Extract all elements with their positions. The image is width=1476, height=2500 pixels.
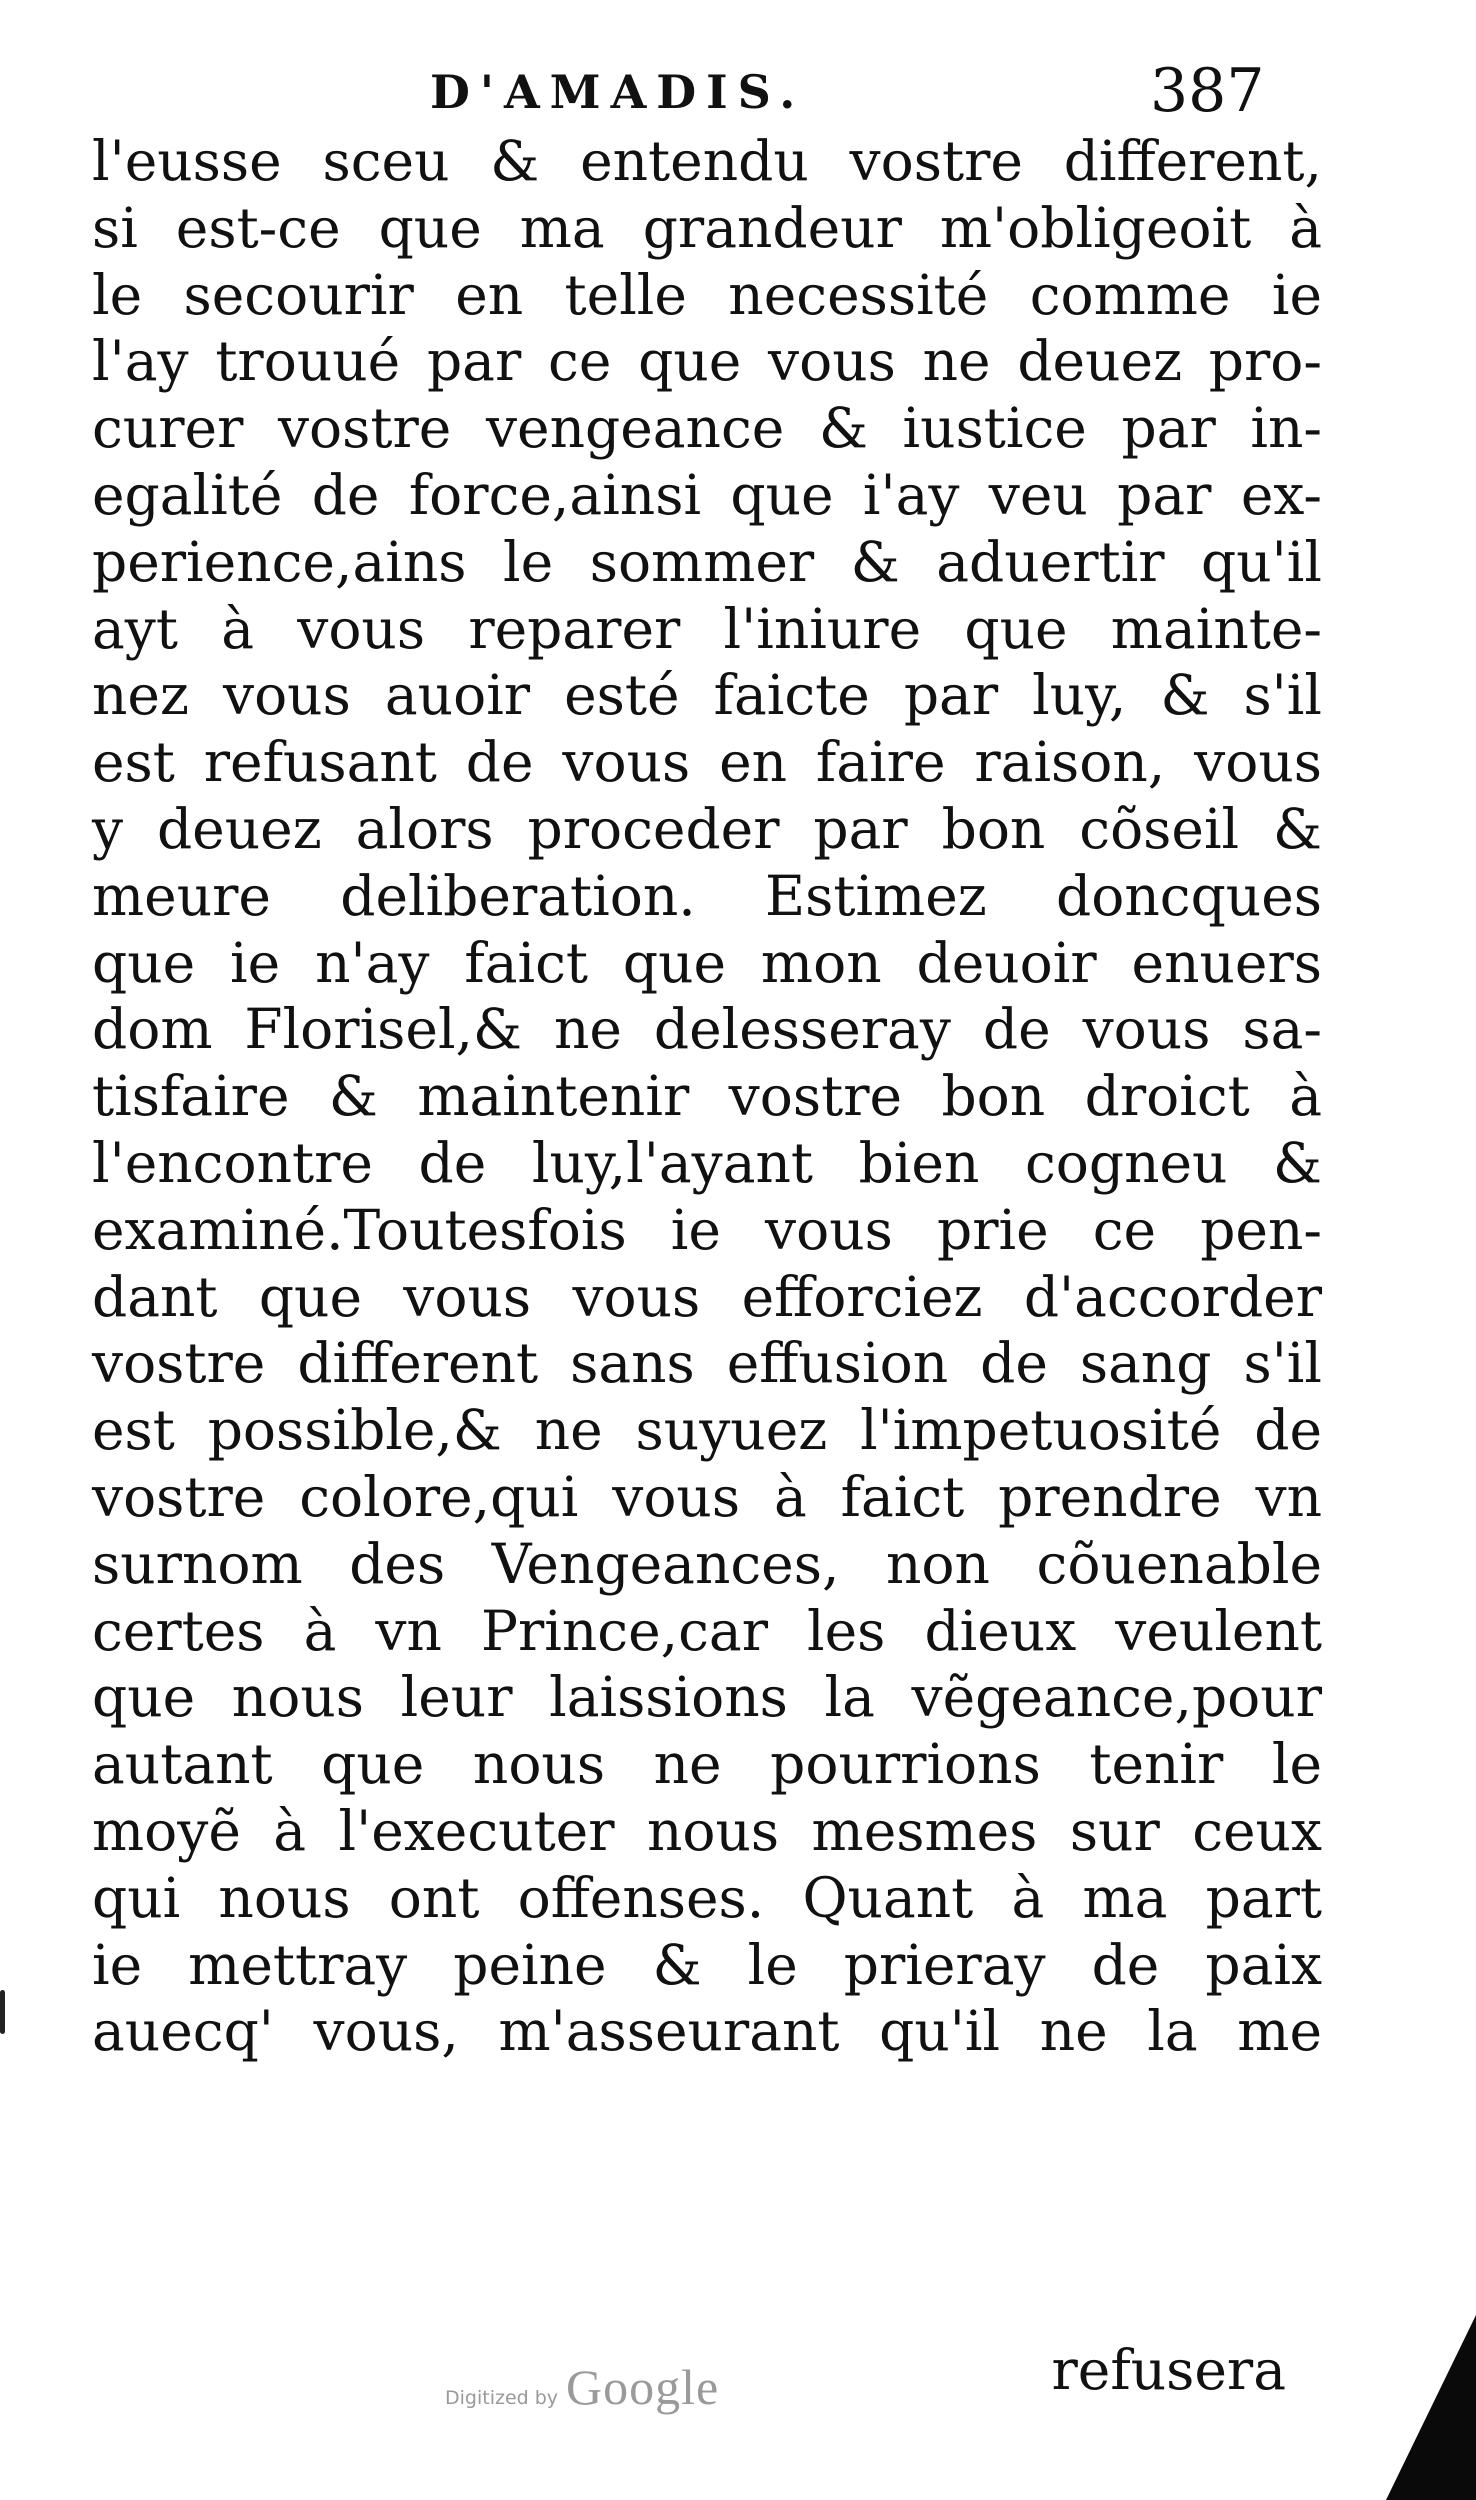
text-line: nez vous auoir esté faicte par luy, & s'il — [92, 663, 1322, 728]
text-line: l'ay trouué par ce que vous ne deuez pro- — [92, 329, 1322, 394]
text-line: si est-ce que ma grandeur m'obligeoit à — [92, 195, 1322, 260]
text-line: ie mettray peine & le prieray de paix — [92, 1932, 1322, 1997]
text-line: vostre different sans effusion de sang s'il — [92, 1331, 1322, 1396]
text-line: y deuez alors proceder par bon cõseil & — [92, 796, 1322, 861]
google-logo: Google — [566, 2359, 720, 2415]
digitized-by-label: Digitized by — [445, 2387, 559, 2409]
text-line: est possible,& ne suyuez l'impetuosité de — [92, 1398, 1322, 1463]
running-head: D'AMADIS. — [430, 65, 806, 119]
text-line: que ie n'ay faict que mon deuoir enuers — [92, 930, 1322, 995]
text-line: qui nous ont offenses. Quant à ma part — [92, 1865, 1322, 1930]
text-line: le secourir en telle necessité comme ie — [92, 262, 1322, 327]
text-line: est refusant de vous en faire raison, vous — [92, 730, 1322, 795]
text-line: surnom des Vengeances, non cõuenable — [92, 1531, 1322, 1596]
text-line: tisfaire & maintenir vostre bon droict à — [92, 1064, 1322, 1129]
text-line: ayt à vous reparer l'iniure que mainte- — [92, 596, 1322, 661]
catchword: refusera — [1051, 2338, 1286, 2402]
text-line: l'eusse sceu & entendu vostre different, — [92, 129, 1322, 193]
text-line: curer vostre vengeance & iustice par in- — [92, 396, 1322, 461]
text-line: autant que nous ne pourrions tenir le — [92, 1732, 1322, 1797]
text-line: vostre colore,qui vous à faict prendre vn — [92, 1464, 1322, 1529]
text-line: meure deliberation. Estimez doncques — [92, 863, 1322, 928]
text-line: dom Florisel,& ne delesseray de vous sa- — [92, 997, 1322, 1062]
body-text — [92, 128, 1322, 2065]
text-line: l'encontre de luy,l'ayant bien cogneu & — [92, 1130, 1322, 1195]
text-line: examiné.Toutesfois ie vous prie ce pen- — [92, 1197, 1322, 1262]
text-line: que nous leur laissions la vẽgeance,pour — [92, 1665, 1322, 1730]
text-line: auecq' vous, m'asseurant qu'il ne la me — [92, 1999, 1322, 2064]
text-line: perience,ains le sommer & aduertir qu'il — [92, 529, 1322, 594]
digitized-by-watermark — [445, 2358, 719, 2416]
text-line: moyẽ à l'executer nous mesmes sur ceux — [92, 1798, 1322, 1863]
page-number: 387 — [1150, 56, 1265, 126]
text-line: certes à vn Prince,car les dieux veulent — [92, 1598, 1322, 1663]
page-edge-mark — [0, 1990, 5, 2034]
page-corner-shadow — [1386, 2315, 1476, 2500]
text-line: dant que vous vous efforciez d'accorder — [92, 1264, 1322, 1329]
text-line: egalité de force,ainsi que i'ay veu par ex- — [92, 462, 1322, 527]
